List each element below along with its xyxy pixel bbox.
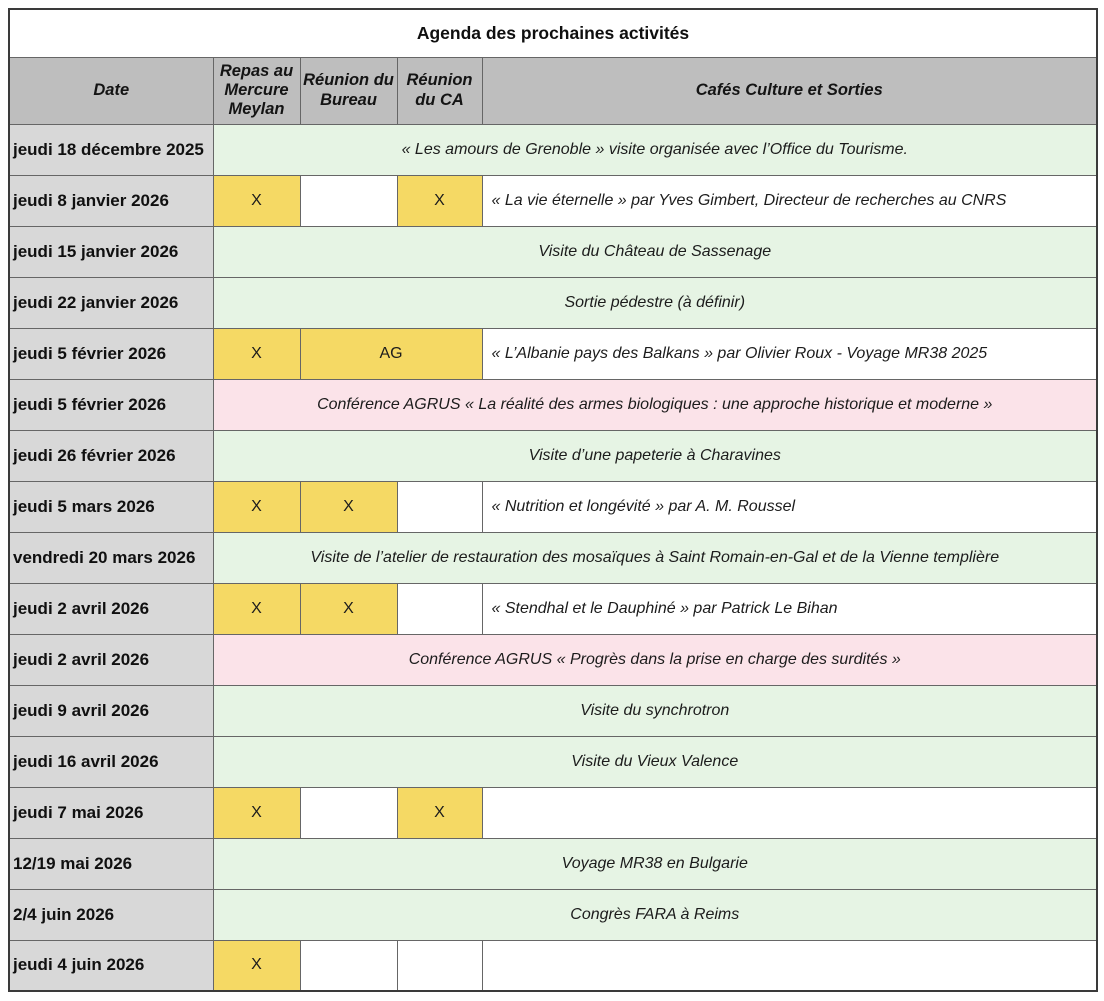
bureau-ca-mark-cell: AG <box>300 328 482 379</box>
col-header-cafes: Cafés Culture et Sorties <box>482 57 1097 124</box>
repas-mark-cell: X <box>213 481 300 532</box>
date-cell: jeudi 22 janvier 2026 <box>9 277 213 328</box>
title-row <box>9 9 1097 57</box>
cafes-cell: « L’Albanie pays des Balkans » par Olivier Roux - Voyage MR38 2025 <box>482 328 1097 379</box>
repas-mark-cell: X <box>213 175 300 226</box>
date-cell: jeudi 18 décembre 2025 <box>9 124 213 175</box>
date-cell: jeudi 15 janvier 2026 <box>9 226 213 277</box>
repas-mark-cell: X <box>213 583 300 634</box>
bureau-mark-cell <box>300 175 397 226</box>
date-cell: jeudi 26 février 2026 <box>9 430 213 481</box>
table-row <box>9 889 1097 940</box>
ca-mark-cell: X <box>397 787 482 838</box>
col-header-ca: Réunion du CA <box>397 57 482 124</box>
table-row <box>9 226 1097 277</box>
cafes-cell: « La vie éternelle » par Yves Gimbert, Directeur de recherches au CNRS <box>482 175 1097 226</box>
table-row <box>9 787 1097 838</box>
table-row <box>9 124 1097 175</box>
date-cell: jeudi 16 avril 2026 <box>9 736 213 787</box>
bureau-mark-cell <box>300 787 397 838</box>
ca-mark-cell <box>397 481 482 532</box>
table-row <box>9 583 1097 634</box>
col-header-repas: Repas au Mercure Meylan <box>213 57 300 124</box>
cafes-cell <box>482 940 1097 991</box>
table-row <box>9 277 1097 328</box>
table-row <box>9 481 1097 532</box>
bureau-mark-cell <box>300 940 397 991</box>
date-cell: jeudi 7 mai 2026 <box>9 787 213 838</box>
date-cell: jeudi 2 avril 2026 <box>9 583 213 634</box>
table-row <box>9 634 1097 685</box>
table-row <box>9 736 1097 787</box>
table-row <box>9 328 1097 379</box>
bureau-mark-cell: X <box>300 481 397 532</box>
date-cell: jeudi 9 avril 2026 <box>9 685 213 736</box>
repas-mark-cell: X <box>213 940 300 991</box>
date-cell: jeudi 8 janvier 2026 <box>9 175 213 226</box>
ca-mark-cell <box>397 583 482 634</box>
activity-cell: Visite du Château de Sassenage <box>213 226 1097 277</box>
activity-cell: Visite d’une papeterie à Charavines <box>213 430 1097 481</box>
table-row <box>9 175 1097 226</box>
table-row <box>9 532 1097 583</box>
cafes-cell: « Nutrition et longévité » par A. M. Roussel <box>482 481 1097 532</box>
col-header-date: Date <box>9 57 213 124</box>
table-row <box>9 430 1097 481</box>
activity-cell: Voyage MR38 en Bulgarie <box>213 838 1097 889</box>
activity-cell: Visite du synchrotron <box>213 685 1097 736</box>
cafes-cell <box>482 787 1097 838</box>
activity-cell: Visite de l’atelier de restauration des mosaïques à Saint Romain-en-Gal et de la Vienne templière <box>213 532 1097 583</box>
header-row <box>9 57 1097 124</box>
col-header-bureau: Réunion du Bureau <box>300 57 397 124</box>
date-cell: vendredi 20 mars 2026 <box>9 532 213 583</box>
date-cell: jeudi 5 février 2026 <box>9 379 213 430</box>
date-cell: jeudi 5 février 2026 <box>9 328 213 379</box>
activity-cell: « Les amours de Grenoble » visite organisée avec l’Office du Tourisme. <box>213 124 1097 175</box>
table-title: Agenda des prochaines activités <box>9 9 1097 57</box>
agenda-table <box>8 8 1098 992</box>
repas-mark-cell: X <box>213 787 300 838</box>
activity-cell: Sortie pédestre (à définir) <box>213 277 1097 328</box>
bureau-mark-cell: X <box>300 583 397 634</box>
cafes-cell: « Stendhal et le Dauphiné » par Patrick Le Bihan <box>482 583 1097 634</box>
activity-cell: Conférence AGRUS « La réalité des armes biologiques : une approche historique et moderne » <box>213 379 1097 430</box>
table-row <box>9 379 1097 430</box>
date-cell: jeudi 2 avril 2026 <box>9 634 213 685</box>
table-row <box>9 685 1097 736</box>
activity-cell: Congrès FARA à Reims <box>213 889 1097 940</box>
activity-cell: Conférence AGRUS « Progrès dans la prise en charge des surdités » <box>213 634 1097 685</box>
ca-mark-cell <box>397 940 482 991</box>
activity-cell: Visite du Vieux Valence <box>213 736 1097 787</box>
date-cell: jeudi 4 juin 2026 <box>9 940 213 991</box>
date-cell: 2/4 juin 2026 <box>9 889 213 940</box>
table-row <box>9 838 1097 889</box>
repas-mark-cell: X <box>213 328 300 379</box>
ca-mark-cell: X <box>397 175 482 226</box>
date-cell: 12/19 mai 2026 <box>9 838 213 889</box>
date-cell: jeudi 5 mars 2026 <box>9 481 213 532</box>
table-row <box>9 940 1097 991</box>
